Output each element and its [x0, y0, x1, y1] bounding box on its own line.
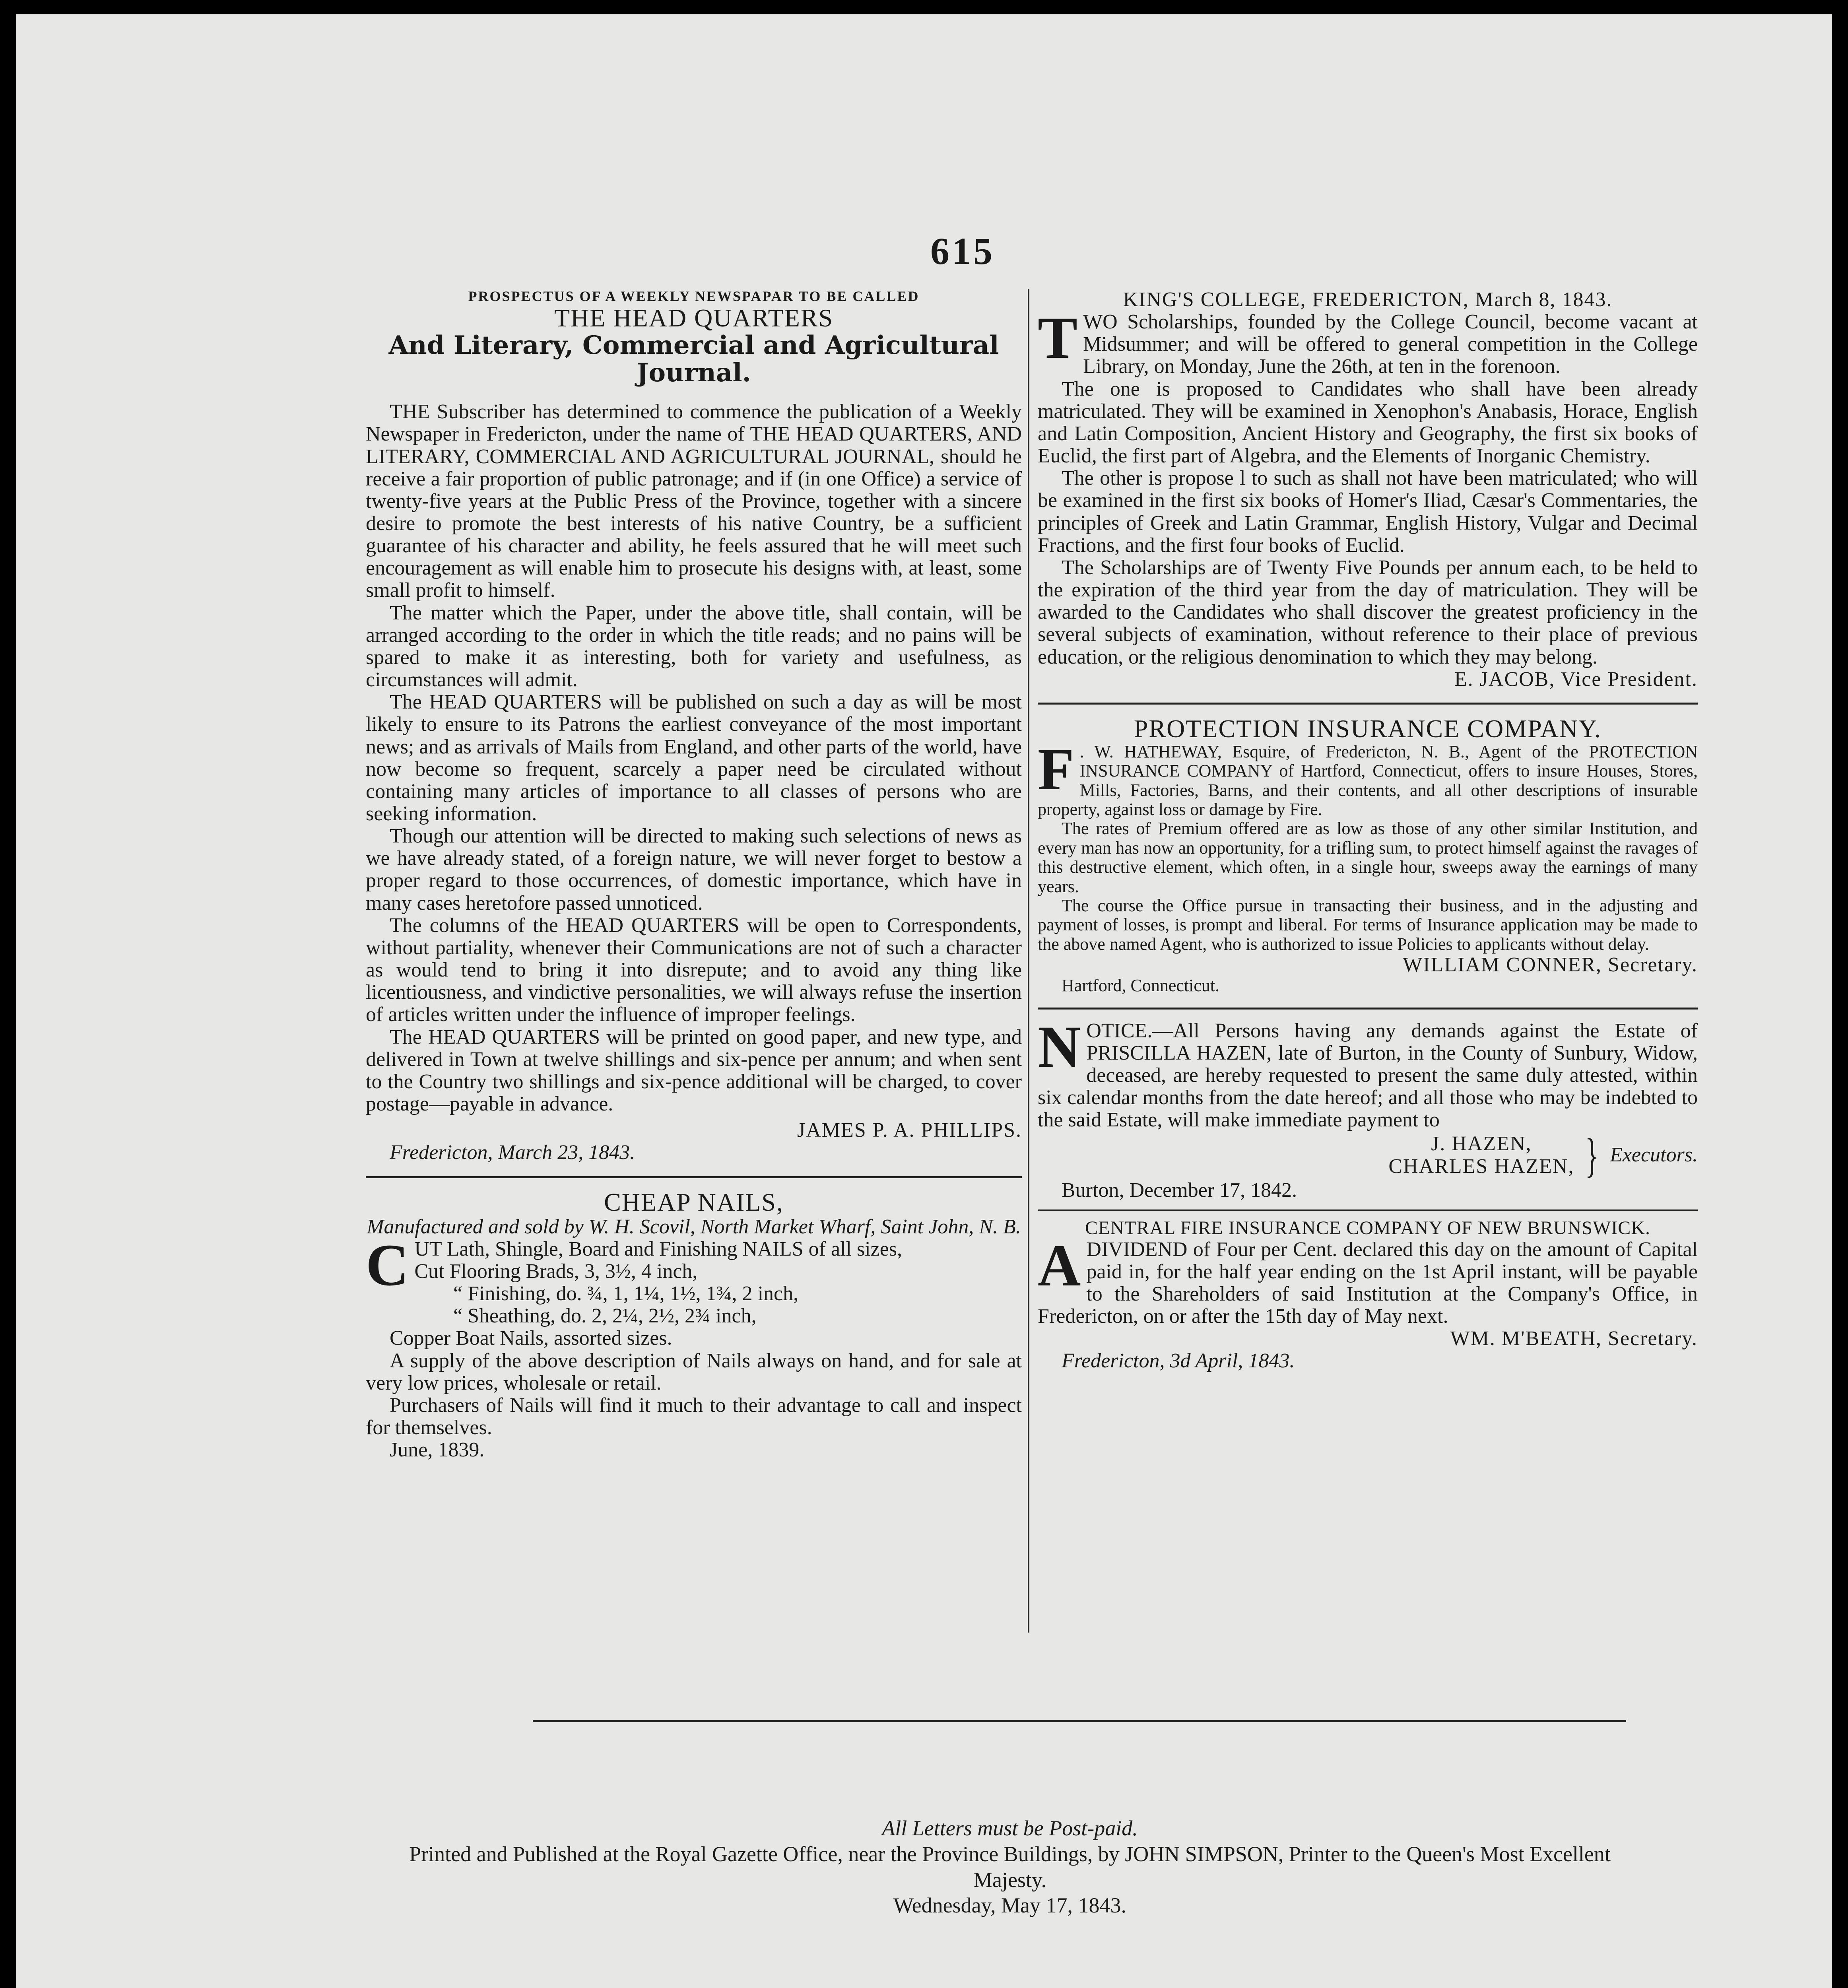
notice-paragraph: OTICE.—All Persons having any demands against the Estate of PRISCILLA HAZEN, late of Burton, in the County of Sunbury, Widow, deceased, are hereby requested to present the same duly attested, within six calendar months from the date hereof; and all those who may be indebted to the said Estate, will make immediate payment to [1038, 1019, 1698, 1132]
college-title: KING'S COLLEGE, FREDERICTON, March 8, 1843. [1123, 288, 1613, 311]
nails-date: June, 1839. [390, 1439, 485, 1462]
college-paragraph: The one is proposed to Candidates who shall have been already matriculated. They will be examined in Xenophon's Anabasis, Horace, English and Latin Composition, Ancient History and Geography, the first six books of Euclid, the first part of Algebra, and the Elements of Inorganic Chemistry. [1038, 377, 1698, 468]
prospectus-paragraph: The HEAD QUARTERS will be printed on good paper, and new type, and delivered in Town at twelve shillings and six-pence per annum; and when sent to the Country two shillings and six-pence additional will be charged, to cover postage—payable in advance. [366, 1025, 1022, 1116]
college-paragraph: WO Scholarships, founded by the College Council, become vacant at Midsummer; and will be offered to general competition in the College Library, on Monday, June the 26th, at ten in the forenoon. [1083, 311, 1698, 378]
section-rule [1038, 703, 1698, 705]
nails-paragraph: A supply of the above description of Nails always on hand, and for sale at very low prices, wholesale or retail. [366, 1349, 1022, 1394]
executor-name: J. HAZEN, [1431, 1132, 1532, 1155]
prospectus-subtitle: And Literary, Commercial and Agricultural Journal. [388, 330, 999, 388]
insurance-paragraph: The course the Office pursue in transacting their business, and in the adjusting and payment of losses, is prompt and liberal. For terms of Insurance application may be made to the above named Agent, who is authorized to issue Policies to applicants without delay. [1038, 896, 1698, 954]
nails-line: UT Lath, Shingle, Board and Finishing NAILS of all sizes, [414, 1237, 903, 1260]
notice-executors [1038, 1128, 1698, 1182]
insurance-dropcap: F [1038, 736, 1074, 802]
college-signature: E. JACOB, Vice President. [1454, 668, 1698, 691]
section-rule [366, 1176, 1022, 1178]
left-column [366, 289, 1022, 1461]
central-fire-signature: WM. M'BEATH, Secretary. [1450, 1327, 1698, 1350]
prospectus-article [366, 289, 1022, 1164]
nails-line: Copper Boat Nails, assorted sizes. [390, 1327, 672, 1350]
college-paragraph: The other is propose l to such as shall not have been matriculated; who will be examined in the first six books of Homer's Iliad, Cæsar's Commentaries, the principles of Greek and Latin Grammar, English History, Vulgar and Decimal Fractions, and the first four books of Euclid. [1038, 467, 1698, 557]
nails-line: Cut Flooring Brads, 3, 3½, 4 inch, [414, 1260, 698, 1283]
nails-list [366, 1232, 1022, 1350]
footer-date: Wednesday, May 17, 1843. [893, 1893, 1127, 1918]
estate-notice [1038, 1013, 1698, 1202]
executor-role: Executors. [1610, 1143, 1698, 1167]
imprint-footer [374, 1815, 1646, 1918]
footer-postpaid: All Letters must be Post-paid. [882, 1816, 1138, 1840]
newspaper-page [16, 14, 1832, 1988]
insurance-paragraph: . W. HATHEWAY, Esquire, of Fredericton, N. B., Agent of the PROTECTION INSURANCE COMPANY of Hartford, Connecticut, offers to insure Houses, Stores, Mills, Factories, Barns, and their contents, and all other descriptions of insurable property, against loss or damage by Fire. [1038, 742, 1698, 819]
nails-paragraph: Purchasers of Nails will find it much to their advantage to call and inspect for themselves. [366, 1394, 1022, 1439]
executor-name: CHARLES HAZEN, [1388, 1155, 1574, 1178]
insurance-place: Hartford, Connecticut. [1062, 976, 1220, 996]
prospectus-paragraph: The columns of the HEAD QUARTERS will be open to Correspondents, without partiality, whenever their Communications are not of such a character as would tend to bring it into disrepute; and to avoid any thing like licentiousness, and vindictive personalities, we will always refuse the insertion of articles written under the influence of improper feelings. [366, 914, 1022, 1026]
prospectus-paragraph: THE Subscriber has determined to commence the publication of a Weekly Newspaper in Fredericton, under the name of THE HEAD QUARTERS, AND LITERARY, COMMERCIAL AND AGRICULTURAL JOURNAL, should he receive a fair proportion of public patronage; and if (in one Office) a service of twenty-five years at the Public Press of the Province, together with a sincere desire to promote the best interests of his native Country, be a sufficient guarantee of his character and ability, he feels assured that he will meet such encouragement as will enable him to prosecute his designs with, at least, some small profit to himself. [366, 400, 1022, 602]
central-fire-dateline: Fredericton, 3d April, 1843. [1062, 1349, 1295, 1373]
prospectus-paragraph: Though our attention will be directed to making such selections of news as we have already stated, of a foreign nature, we will never forget to bestow a proper regard to those occurrences, of domestic importance, which have in many cases heretofore passed unnoticed. [366, 825, 1022, 914]
nails-dropcap: C [366, 1232, 409, 1298]
nails-title: CHEAP NAILS, [604, 1188, 784, 1216]
prospectus-kicker: PROSPECTUS OF A WEEKLY NEWSPAPAR TO BE CALLED [468, 288, 920, 304]
section-rule [1038, 1008, 1698, 1010]
college-paragraph: The Scholarships are of Twenty Five Pounds per annum each, to be held to the expiration of the third year from the day of matriculation. They will be awarded to the Candidates who shall discover the greatest proficiency in the several subjects of examination, without reference to their place of previous education, or the religious denomination to which they may belong. [1038, 556, 1698, 668]
dividend-notice [1038, 1218, 1698, 1373]
college-dropcap: T [1038, 305, 1078, 371]
insurance-signature: WILLIAM CONNER, Secretary. [1403, 953, 1698, 977]
prospectus-title: THE HEAD QUARTERS [554, 303, 834, 332]
central-fire-paragraph: DIVIDEND of Four per Cent. declared this day on the amount of Capital paid in, for the half year ending on the 1st April instant, will be payable to the Shareholders of said Institution at the Company's Office, in Fredericton, on or after the 15th day of May next. [1038, 1238, 1698, 1328]
prospectus-paragraph: The matter which the Paper, under the above title, shall contain, will be arranged according to the order in which the title reads; and no pains will be spared to make it as interesting, both for variety and usefulness, as circumstances will admit. [366, 601, 1022, 691]
college-article [1038, 289, 1698, 691]
insurance-title: PROTECTION INSURANCE COMPANY. [1134, 714, 1602, 743]
central-fire-title: CENTRAL FIRE INSURANCE COMPANY OF NEW BRUNSWICK. [1085, 1217, 1650, 1239]
insurance-advertisement [1038, 715, 1698, 996]
nails-line: “ Finishing, do. ¾, 1, 1¼, 1½, 1¾, 2 inch, [453, 1282, 799, 1305]
footer-imprint: Printed and Published at the Royal Gazette Office, near the Province Buildings, by JOHN SIMPSON, Printer to the Queen's Most Excellent Majesty. [409, 1842, 1611, 1892]
nails-line: “ Sheathing, do. 2, 2¼, 2½, 2¾ inch, [453, 1305, 757, 1328]
column-divider [1028, 289, 1029, 1633]
nails-advertisement [366, 1188, 1022, 1462]
insurance-paragraph: The rates of Premium offered are as low as those of any other similar Institution, and every man has now an opportunity, for a trifling sum, to protect himself against the ravages of this destructive element, which often, in a single hour, sweeps away the earnings of many years. [1038, 819, 1698, 896]
central-fire-dropcap: A [1038, 1232, 1081, 1299]
prospectus-dateline: Fredericton, March 23, 1843. [390, 1141, 635, 1164]
notice-dropcap: N [1038, 1013, 1081, 1080]
brace-glyph: } [1585, 1128, 1599, 1182]
nails-maker: Manufactured and sold by W. H. Scovil, North Market Wharf, Saint John, N. B. [367, 1215, 1021, 1238]
right-column [1038, 289, 1698, 1372]
page-number: 615 [930, 230, 995, 272]
notice-dateline: Burton, December 17, 1842. [1062, 1178, 1297, 1202]
section-rule [1038, 1209, 1698, 1211]
footer-rule [533, 1720, 1626, 1722]
executor-names [1388, 1133, 1574, 1177]
prospectus-paragraph: The HEAD QUARTERS will be published on such a day as will be most likely to ensure to its Patrons the earliest conveyance of the most important news; and as arrivals of Mails from England, and other parts of the world, have now become so frequent, scarcely a paper need be circulated without containing many articles of importance to all classes of persons who are seeking information. [366, 691, 1022, 825]
prospectus-signature: JAMES P. A. PHILLIPS. [797, 1119, 1022, 1142]
